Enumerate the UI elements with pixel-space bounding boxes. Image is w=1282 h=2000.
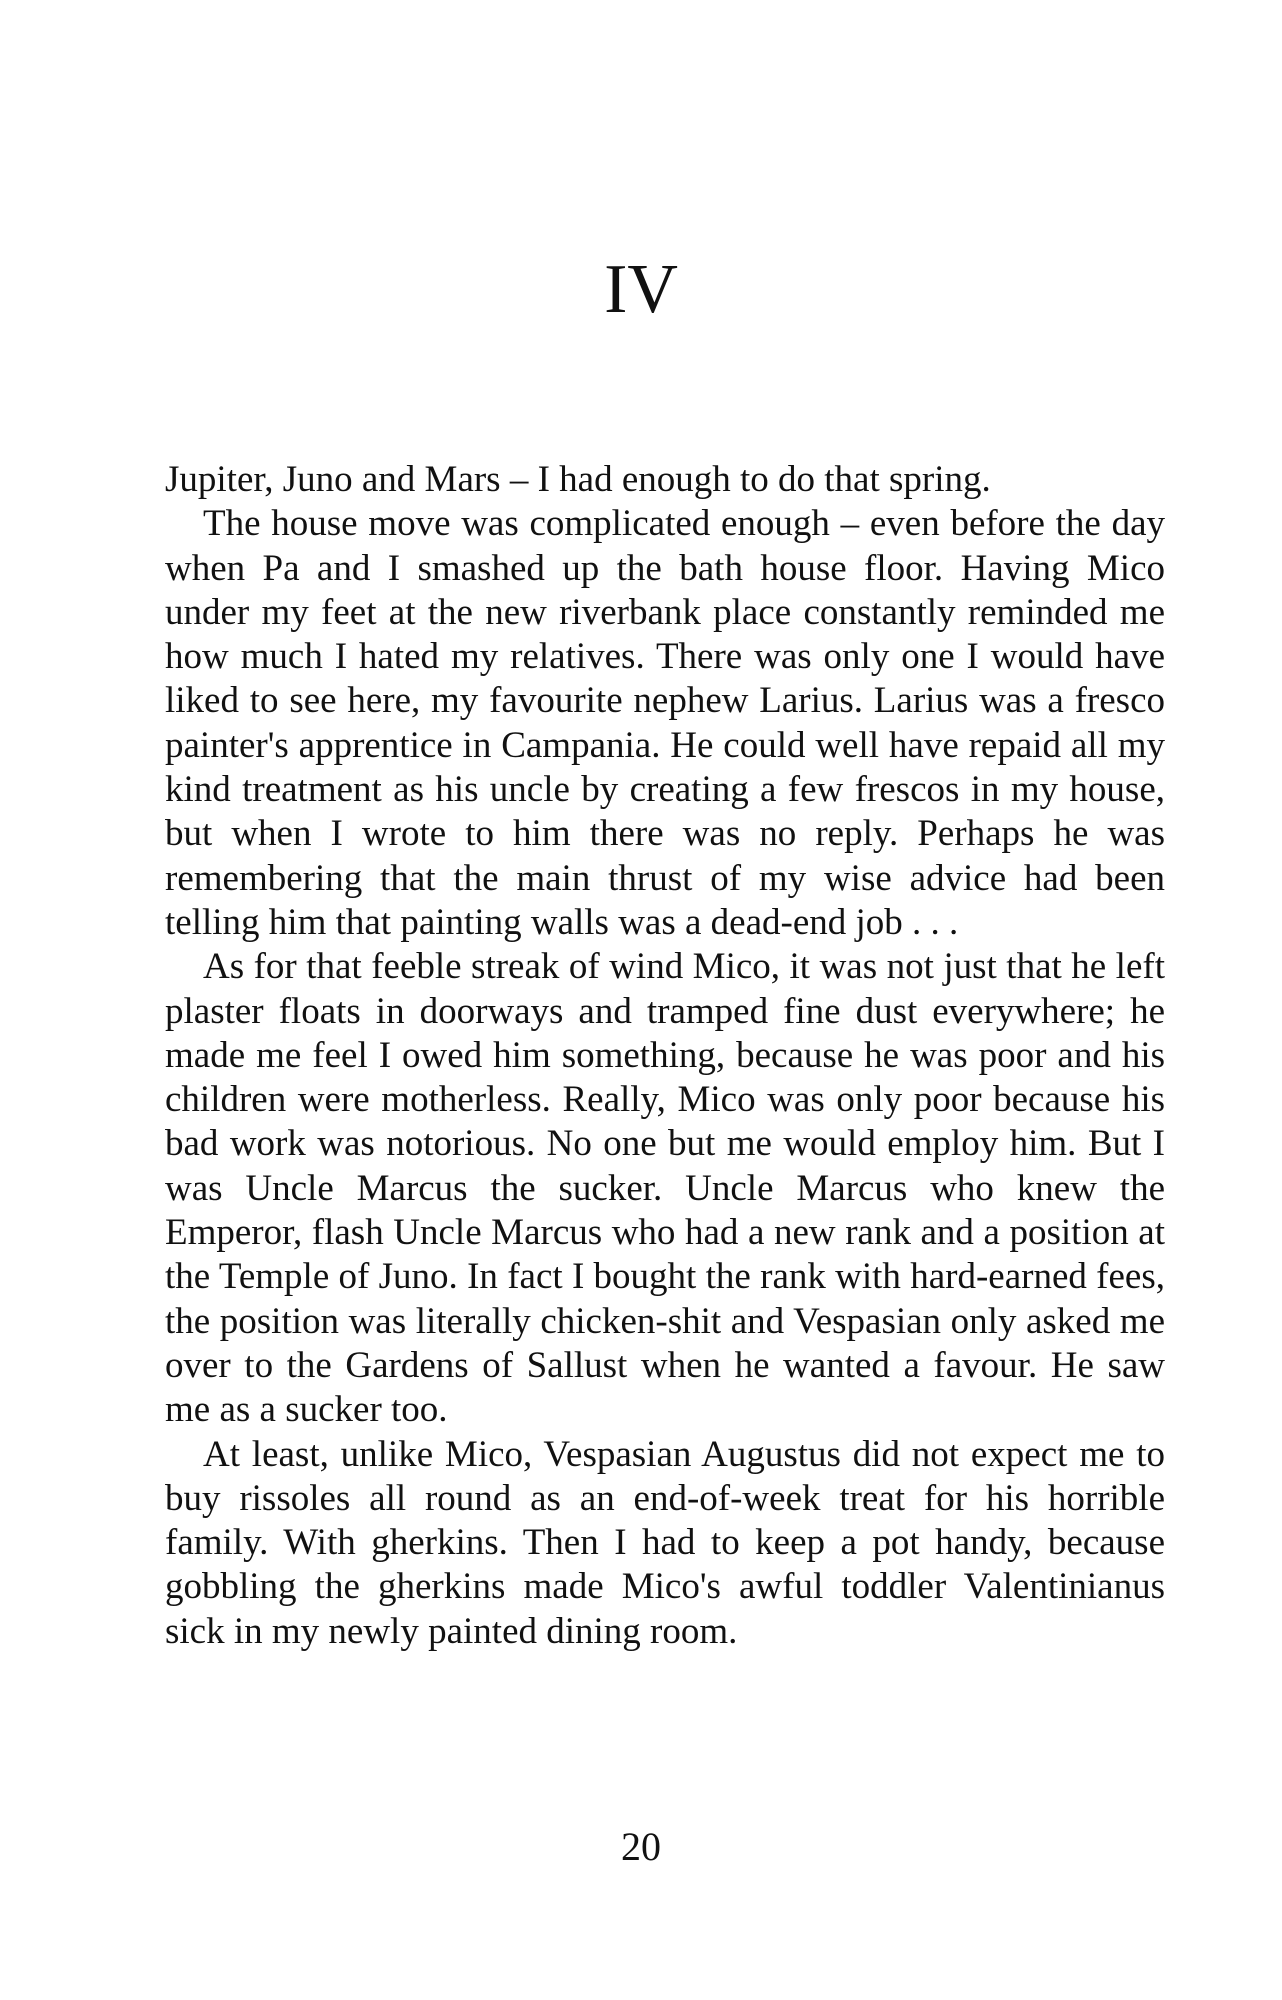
body-text — [165, 458, 1165, 1654]
page-number: 20 — [621, 1824, 661, 1869]
paragraph-house-move: The house move was complicated enough – even before the day when Pa and I smashed up the bath house floor. Having Mico under my feet at the new riverbank place constantly reminded me how much I hated my relatives. There was only one I would have liked to see here, my favourite nephew Larius. Larius was a fresco painter's apprentice in Campania. He could well have repaid all my kind treatment as his uncle by creating a few frescos in my house, but when I wrote to him there was no reply. Perhaps he was remembering that the main thrust of my wise advice had been telling him that painting walls was a dead-end job . . . — [165, 503, 1165, 943]
paragraph-vespasian: At least, unlike Mico, Vespasian Augustus did not expect me to buy rissoles all round as an end-of-week treat for his horrible family. With gherkins. Then I had to keep a pot handy, because gobbling the gherkins made Mico's awful toddler Valentinianus sick in my newly painted dining room. — [165, 1433, 1165, 1652]
chapter-heading: IV — [604, 251, 678, 328]
paragraph-opening: Jupiter, Juno and Mars – I had enough to do that spring. — [165, 459, 991, 500]
paragraph-mico: As for that feeble streak of wind Mico, it was not just that he left plaster floats in doorways and tramped fine dust everywhere; he made me feel I owed him something, because he was poor and his children were motherless. Really, Mico was only poor because his bad work was notorious. No one but me would employ him. But I was Uncle Marcus the sucker. Uncle Marcus who knew the Emperor, flash Uncle Marcus who had a new rank and a position at the Temple of Juno. In fact I bought the rank with hard-earned fees, the position was literally chicken-shit and Vespasian only asked me over to the Gardens of Sallust when he wanted a favour. He saw me as a sucker too. — [165, 946, 1165, 1431]
